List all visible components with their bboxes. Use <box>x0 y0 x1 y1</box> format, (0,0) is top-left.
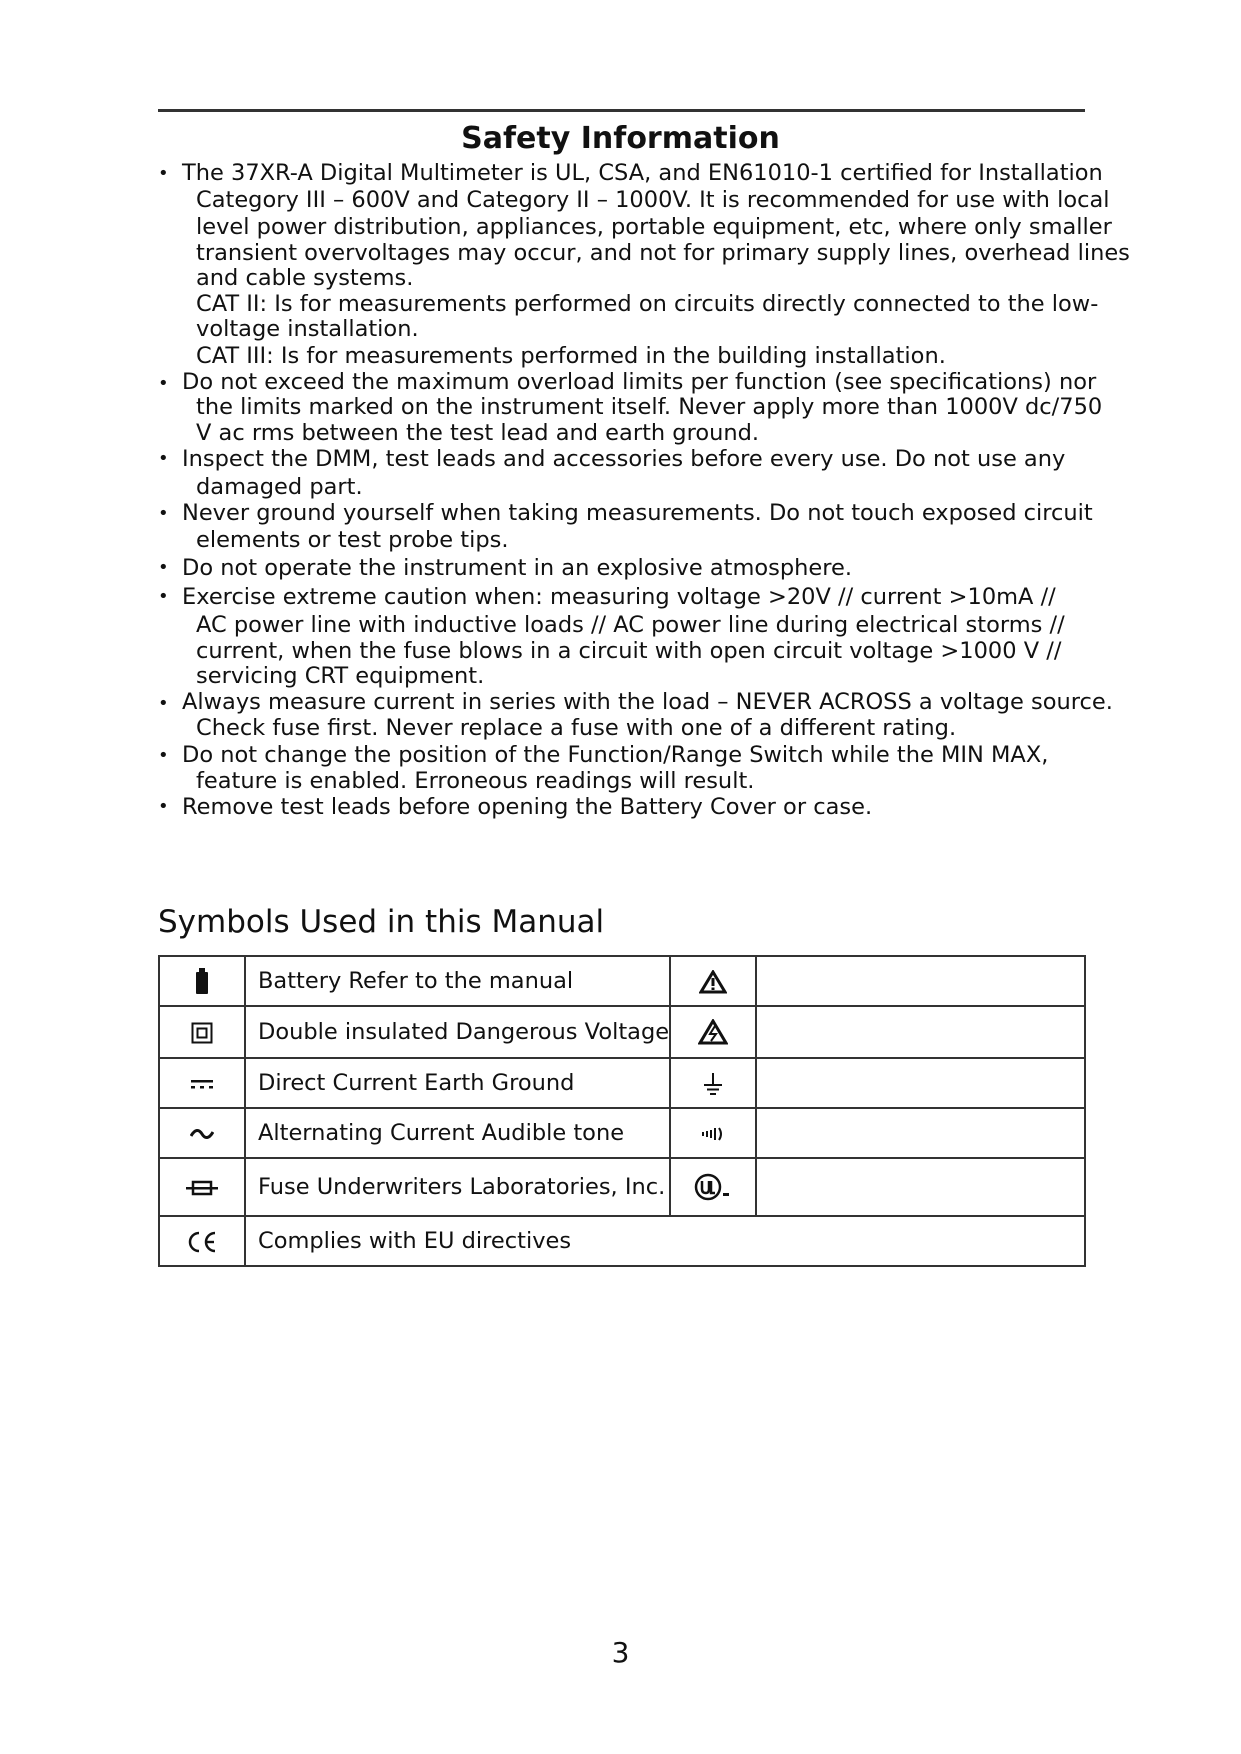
empty-cell <box>756 956 1085 1006</box>
symbol-description: Double insulated Dangerous Voltage <box>245 1006 670 1058</box>
bullet-dot-icon: • <box>158 796 169 817</box>
warning-triangle-icon <box>670 956 756 1006</box>
safety-bullet: • Always measure current in series with the load – NEVER ACROSS a voltage source. Check fuse first. Never replace a fuse with one of a different rating. <box>158 689 1113 741</box>
ce-mark-icon <box>159 1216 245 1266</box>
safety-bullet: • Remove test leads before opening the Battery Cover or case. <box>158 794 873 820</box>
bullet-dot-icon: • <box>158 448 169 469</box>
symbols-heading: Symbols Used in this Manual <box>158 904 605 940</box>
page-number: 3 <box>611 1636 630 1669</box>
bullet-dot-icon: • <box>158 693 169 714</box>
empty-cell <box>756 1006 1085 1058</box>
symbol-description: Direct Current Earth Ground <box>245 1058 670 1108</box>
symbols-table <box>158 955 1086 1267</box>
safety-bullet: • Do not operate the instrument in an explosive atmosphere. <box>158 555 852 581</box>
safety-bullet: • Do not change the position of the Function/Range Switch while the MIN MAX, feature is enabled. Erroneous readings will result. <box>158 742 1049 794</box>
symbols-row <box>159 1058 1085 1108</box>
empty-cell <box>756 1108 1085 1158</box>
bullet-dot-icon: • <box>158 745 169 766</box>
symbols-row <box>159 1216 1085 1266</box>
top-rule <box>158 109 1085 112</box>
voltage-warning-icon <box>670 1006 756 1058</box>
symbols-row <box>159 1006 1085 1058</box>
direct-current-icon <box>159 1058 245 1108</box>
symbol-description: Alternating Current Audible tone <box>245 1108 670 1158</box>
safety-bullet: • Exercise extreme caution when: measuring voltage >20V // current >10mA // AC power line with inductive loads // AC power line during electrical storms // current, when the fuse blows in a circuit with open circuit voltage >1000 V // servicing CRT equipment. <box>158 584 1065 689</box>
earth-ground-icon <box>670 1058 756 1108</box>
battery-icon <box>159 956 245 1006</box>
audible-tone-icon <box>670 1108 756 1158</box>
bullet-dot-icon: • <box>158 557 169 578</box>
bullet-dot-icon: • <box>158 586 169 607</box>
double-insulated-icon <box>159 1006 245 1058</box>
bullet-dot-icon: • <box>158 373 169 394</box>
empty-cell <box>756 1158 1085 1216</box>
symbols-row <box>159 956 1085 1006</box>
symbols-row <box>159 1158 1085 1216</box>
symbol-description: Fuse Underwriters Laboratories, Inc. <box>245 1158 670 1216</box>
safety-bullet: • Inspect the DMM, test leads and accessories before every use. Do not use any damaged part. <box>158 446 1066 500</box>
symbol-description: Complies with EU directives <box>245 1216 1085 1266</box>
bullet-dot-icon: • <box>158 163 169 184</box>
safety-bullet: • Never ground yourself when taking measurements. Do not touch exposed circuit elements or test probe tips. <box>158 500 1093 553</box>
symbols-row <box>159 1108 1085 1158</box>
safety-bullet: • The 37XR-A Digital Multimeter is UL, CSA, and EN61010-1 certified for Installation Category III – 600V and Category II – 1000V. It is recommended for use with local level power distribution, appliances, portable equipment, etc, where only smaller transient overvoltages may occur, and not for primary supply lines, overhead lines and cable systems. CAT II: Is for measurements performed on circuits directly connected to the low- voltage installation. CAT III: Is for measurements performed in the building installation. <box>158 160 1130 369</box>
ul-listed-icon <box>670 1158 756 1216</box>
page-title: Safety Information <box>461 121 780 156</box>
alternating-current-icon <box>159 1108 245 1158</box>
empty-cell <box>756 1058 1085 1108</box>
safety-bullet-list <box>158 160 1130 822</box>
symbol-description: Battery Refer to the manual <box>245 956 670 1006</box>
bullet-dot-icon: • <box>158 503 169 524</box>
fuse-icon <box>159 1158 245 1216</box>
safety-bullet: • Do not exceed the maximum overload limits per function (see specifications) nor the limits marked on the instrument itself. Never apply more than 1000V dc/750 V ac rms between the test lead and earth ground. <box>158 369 1103 446</box>
